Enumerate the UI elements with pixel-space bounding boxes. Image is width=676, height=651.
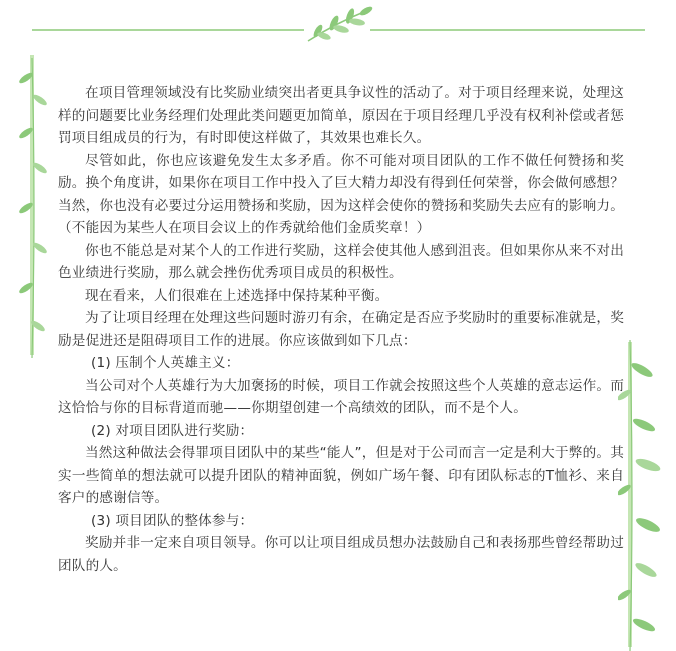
point-body: 当公司对个人英雄行为大加褒扬的时候，项目工作就会按照这些个人英雄的意志运作。而这恰恰与你的目标背道而驰——你期望创建一个高绩效的团队，而不是个人。 bbox=[58, 377, 624, 416]
paragraph: 你也不能总是对某个人的工作进行奖励，这样会使其他人感到沮丧。但如果你从来不对出色业绩进行奖励，那么就会挫伤优秀项目成员的积极性。 bbox=[58, 242, 624, 281]
point-body: 当然这种做法会得罪项目团队中的某些“能人”，但是对于公司而言一定是利大于弊的。其实一些简单的想法就可以提升团队的精神面貌，例如广场午餐、印有团队标志的T恤衫、来自客户的感谢信等。 bbox=[58, 445, 624, 506]
paragraph: 现在看来，人们很难在上述选择中保持某种平衡。 bbox=[85, 287, 389, 304]
paragraph: 在项目管理领域没有比奖励业绩突出者更具争议性的活动了。对于项目经理来说，处理这样的问题要比业务经理们处理此类问题更加简单，原因在于项目经理几乎没有权利补偿或者惩罚项目组成员的行为，有时即使这样做了，其效果也难长久。 bbox=[58, 85, 624, 146]
point-body: 奖励并非一定来自项目领导。你可以让项目组成员想办法鼓励自己和表扬那些曾经帮助过团队的人。 bbox=[58, 535, 624, 574]
left-leaf-vine-icon bbox=[18, 58, 48, 358]
paragraph: 尽管如此，你也应该避免发生太多矛盾。你不可能对项目团队的工作不做任何赞扬和奖励。换个角度讲，如果你在项目工作中投入了巨大精力却没有得到任何荣誉，你会做何感想？当然，你也没有必要过分运用赞扬和奖励，因为这样会使你的赞扬和奖励失去应有的影响力。（不能因为某些人在项目会议上的作秀就给他们金质奖章！） bbox=[58, 152, 624, 236]
top-divider-left bbox=[32, 29, 304, 31]
point-heading: (1) 压制个人英雄主义： bbox=[91, 355, 240, 371]
top-divider-right bbox=[370, 29, 645, 31]
article-body bbox=[58, 82, 624, 577]
paragraph: 为了让项目经理在处理这些问题时游刃有余，在确定是否应予奖励时的重要标准就是，奖励是促进还是阻碍项目工作的进展。你应该做到如下几点： bbox=[58, 310, 624, 349]
point-heading: (3) 项目团队的整体参与： bbox=[91, 512, 254, 529]
leaf-sprig-icon bbox=[296, 5, 376, 45]
right-leaf-vine-icon bbox=[618, 340, 668, 651]
point-heading: (2) 对项目团队进行奖励： bbox=[91, 422, 254, 439]
